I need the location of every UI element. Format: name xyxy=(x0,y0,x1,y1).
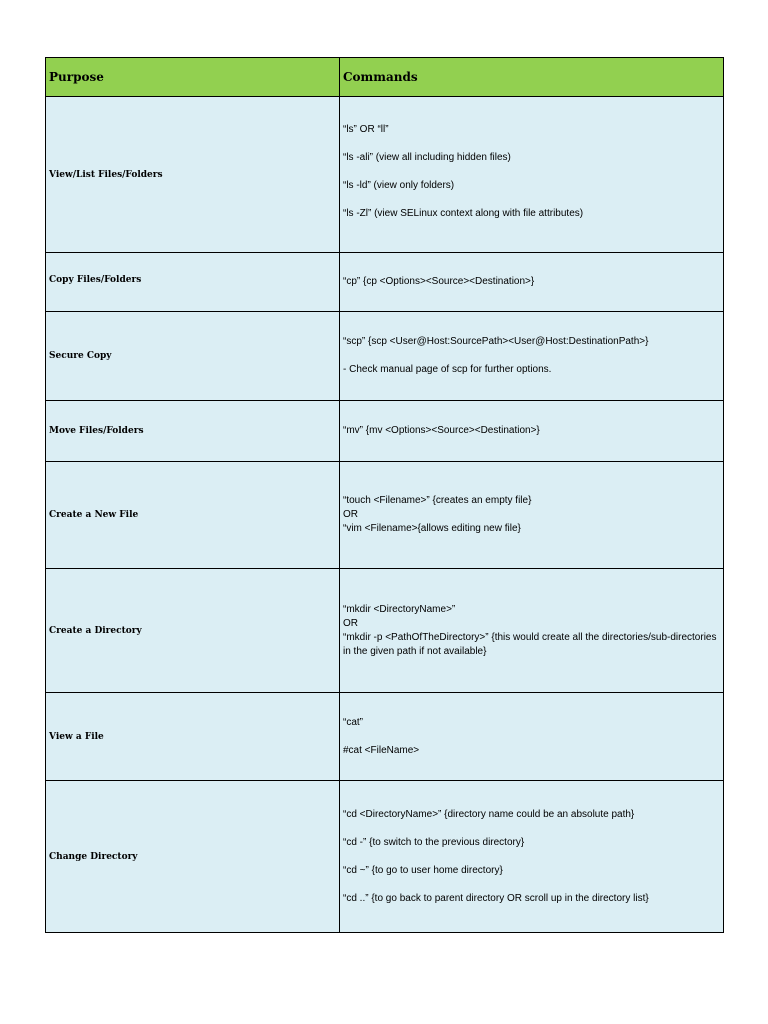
purpose-cell: Move Files/Folders xyxy=(46,401,340,462)
commands-cell xyxy=(340,781,724,933)
command-line: “mv” {mv <Options><Source><Destination>} xyxy=(343,425,540,436)
command-line: OR xyxy=(343,509,358,520)
purpose-cell: View a File xyxy=(46,693,340,781)
command-line: “cd ~” {to go to user home directory} xyxy=(343,864,503,876)
purpose-cell: Create a New File xyxy=(46,462,340,569)
command-line: “touch <Filename>” {creates an empty file} xyxy=(343,495,532,506)
command-line: “cat” xyxy=(343,716,363,728)
command-line: “ls -ali” (view all including hidden files) xyxy=(343,152,511,163)
command-line: “ls -ld” (view only folders) xyxy=(343,180,455,191)
command-line: “mkdir <DirectoryName>” xyxy=(343,603,456,615)
commands-cell xyxy=(340,97,724,253)
header-row xyxy=(46,58,724,97)
purpose-cell: View/List Files/Folders xyxy=(46,97,340,253)
commands-cell xyxy=(340,569,724,693)
command-line: “vim <Filename>{allows editing new file} xyxy=(343,523,521,534)
commands-cell xyxy=(340,312,724,401)
command-line: “cd -” {to switch to the previous directory} xyxy=(343,836,525,848)
command-line: “ls -Zl” (view SELinux context along with file attributes) xyxy=(343,208,584,219)
command-line: “mkdir -p <PathOfTheDirectory>” {this would create all the directories/sub-directories in the given path if not available} xyxy=(343,631,717,657)
purpose-cell: Copy Files/Folders xyxy=(46,253,340,312)
command-line: “cd <DirectoryName>” {directory name could be an absolute path} xyxy=(343,808,635,820)
header-purpose: Purpose xyxy=(46,58,340,97)
purpose-cell: Create a Directory xyxy=(46,569,340,693)
table-row xyxy=(46,401,724,462)
command-line: “cp” {cp <Options><Source><Destination>} xyxy=(343,276,535,287)
command-line: “ls” OR “ll” xyxy=(343,124,389,135)
purpose-cell: Secure Copy xyxy=(46,312,340,401)
header-commands: Commands xyxy=(340,58,724,97)
command-line: #cat <FileName> xyxy=(343,744,420,756)
table-row xyxy=(46,781,724,933)
commands-cell xyxy=(340,693,724,781)
command-line: - Check manual page of scp for further options. xyxy=(343,364,552,375)
purpose-cell: Change Directory xyxy=(46,781,340,933)
command-line: “scp” {scp <User@Host:SourcePath><User@Host:DestinationPath>} xyxy=(343,336,649,347)
table-row xyxy=(46,462,724,569)
table-row xyxy=(46,253,724,312)
table-row xyxy=(46,569,724,693)
command-line: “cd ..” {to go back to parent directory OR scroll up in the directory list} xyxy=(343,892,649,904)
commands-cell xyxy=(340,253,724,312)
table-row xyxy=(46,312,724,401)
commands-table xyxy=(45,57,724,933)
table-row xyxy=(46,97,724,253)
command-line: OR xyxy=(343,617,358,629)
table-row xyxy=(46,693,724,781)
commands-cell xyxy=(340,401,724,462)
commands-cell xyxy=(340,462,724,569)
